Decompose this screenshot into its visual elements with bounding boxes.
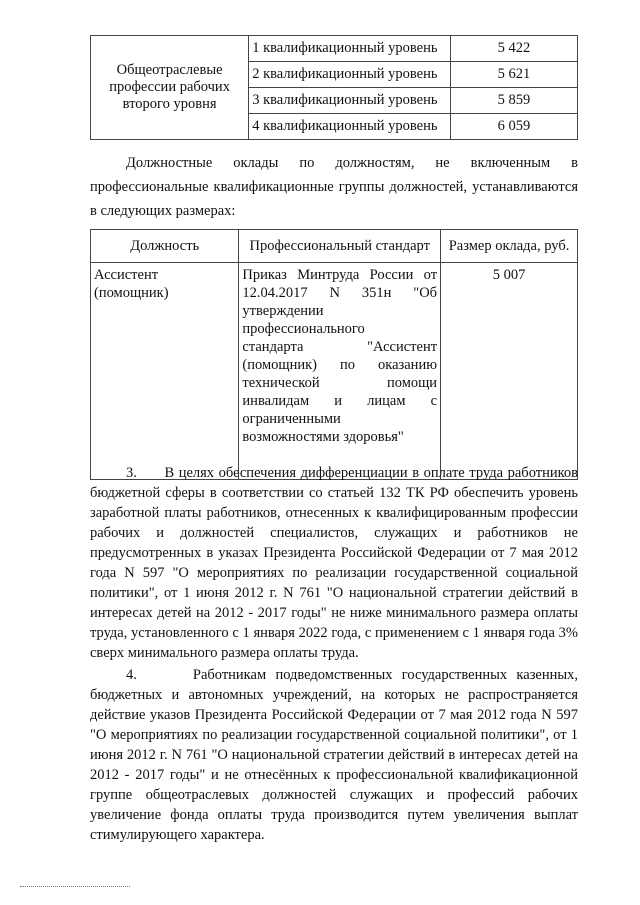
text-line: инвалидам и лицам с [242, 393, 438, 409]
standard-cell [239, 263, 441, 480]
text-line: профессионального [242, 321, 365, 337]
level-cell: 1 квалификационный уровень [249, 36, 451, 62]
text-line: Ассистент [94, 267, 159, 283]
position-cell [91, 263, 239, 480]
text-line: действие указов Президента Российской Федерации от 7 мая 2012 года N 597 [90, 707, 578, 723]
text-line: Должностные оклады по должностям, не включенным в [126, 155, 578, 171]
text-line: (помощник) [94, 285, 169, 301]
text-line: стимулирующего характера. [90, 827, 265, 843]
level-cell: 4 квалификационный уровень [249, 114, 451, 140]
text-line: 2012 - 2017 годы" и не отнесённых к профессиональной квалификационной [90, 767, 578, 783]
table-row [91, 263, 578, 480]
text-line: утверждении [242, 303, 324, 319]
text-line: заработной платы работников, отнесенных к квалифицированным профессии [90, 505, 578, 521]
text-line: увеличение фонда оплаты труда производится путем увеличения выплат [90, 807, 578, 823]
salary-cell: 6 059 [450, 114, 577, 140]
text-line: ограниченными [242, 411, 341, 427]
table-header-row [91, 230, 578, 263]
text-run: Работникам подведомственных государственных казенных, [192, 667, 578, 683]
text-line: технической помощи [242, 375, 438, 391]
level-cell: 2 квалификационный уровень [249, 62, 451, 88]
text-line: года N 597 "О мероприятиях по реализации государственной социальной [90, 565, 578, 581]
text-line: бюджетной сферы в соответствии со статьей 132 ТК РФ обеспечить уровень [90, 485, 578, 501]
text-line: политики", от 1 июня 2012 г. N 761 "О национальной стратегии действий в [90, 585, 578, 601]
salary-cell: 5 859 [450, 88, 577, 114]
text-line: сверх минимального размера оплаты труда. [90, 645, 359, 661]
text-line: интересах детей на 2012 - 2017 годы" не ниже минимального размера оплаты [90, 605, 578, 621]
text-line: стандарта "Ассистент [242, 339, 438, 355]
paragraph-3 [90, 463, 578, 663]
text-line: 12.04.2017 N 351н "Об [242, 285, 438, 301]
text-line: возможностями здоровья" [242, 429, 404, 445]
header-standard: Профессиональный стандарт [239, 230, 441, 263]
text-line [90, 665, 578, 685]
level-cell: 3 квалификационный уровень [249, 88, 451, 114]
text-line: профессиональные квалификационные группы должностей, устанавливаются [90, 179, 578, 195]
table-row [91, 36, 578, 62]
salary-levels-table [90, 35, 578, 140]
text-line: рабочих и должностей специалистов, служащих и работников не [90, 525, 578, 541]
text-line: бюджетных и автономных учреждений, на которых не распространяется [90, 687, 578, 703]
text-line: группе общеотраслевых должностей служащих и профессий рабочих [90, 787, 578, 803]
text-run: В целях обеспечения дифференциации в оплате труда работников [164, 465, 579, 481]
paragraph-4 [90, 665, 578, 845]
header-position: Должность [91, 230, 239, 263]
text-line: "О мероприятиях по реализации государственной социальной политики", от 1 [90, 727, 578, 743]
intro-paragraph [90, 151, 578, 223]
header-salary: Размер оклада, руб. [441, 230, 578, 263]
text-line: (помощник) по оказанию [242, 357, 438, 373]
salary-cell: 5 007 [441, 263, 578, 480]
group-name-cell: Общеотраслевые профессии рабочих второго уровня [91, 36, 249, 140]
text-line: труда, установленного с 1 января 2022 года, с применением с 1 января года 3% [90, 625, 578, 641]
paragraph-number: 3. [126, 465, 137, 481]
text-line [90, 463, 578, 483]
footer-rule [20, 886, 130, 887]
position-salary-table [90, 229, 578, 480]
salary-cell: 5 422 [450, 36, 577, 62]
text-line: предусмотренных в указах Президента Российской Федерации от 7 мая 2012 [90, 545, 578, 561]
text-line: в следующих размерах: [90, 203, 236, 219]
text-line: Приказ Минтруда России от [242, 267, 438, 283]
salary-cell: 5 621 [450, 62, 577, 88]
text-line: июня 2012 г. N 761 "О национальной стратегии действий в интересах детей на [90, 747, 578, 763]
paragraph-number: 4. [126, 667, 137, 683]
